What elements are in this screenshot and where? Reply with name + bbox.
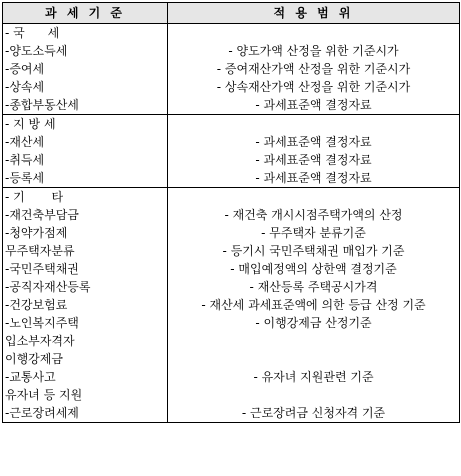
application-scope-cell: - 이행강제금 산정기준 [168, 314, 460, 332]
application-scope-cell: - 상속재산가액 산정을 위한 기준시가 [168, 78, 460, 96]
application-scope-cell [168, 24, 460, 43]
tax-standard-cell: -건강보험료 [3, 296, 168, 314]
table-row [3, 404, 460, 423]
tax-standard-cell: -재산세 [3, 133, 168, 151]
section-heading: - 지 방 세 [3, 115, 168, 134]
application-scope-cell: - 양도가액 산정을 위한 기준시가 [168, 42, 460, 60]
tax-standard-cell: -취득세 [3, 151, 168, 169]
table-section-3 [3, 188, 460, 423]
application-scope-cell [168, 350, 460, 368]
application-scope-cell [168, 386, 460, 404]
application-scope-cell: - 과세표준액 결정자료 [168, 169, 460, 188]
table-row [3, 188, 460, 207]
tax-standard-cell: -상속세 [3, 78, 168, 96]
table-row [3, 242, 460, 260]
tax-standard-cell: -교통사고 [3, 368, 168, 386]
table-row [3, 169, 460, 188]
table-row [3, 278, 460, 296]
table-row [3, 206, 460, 224]
table-header-row [3, 3, 460, 24]
table-row [3, 24, 460, 43]
tax-standard-cell: -종합부동산세 [3, 96, 168, 115]
table-row [3, 296, 460, 314]
application-scope-cell [168, 115, 460, 134]
application-scope-cell: - 과세표준액 결정자료 [168, 96, 460, 115]
tax-standard-cell: -공직자재산등록 [3, 278, 168, 296]
application-scope-cell: - 등기시 국민주택채권 매입가 기준 [168, 242, 460, 260]
table-row [3, 115, 460, 134]
tax-standard-cell: -등록세 [3, 169, 168, 188]
application-scope-cell [168, 188, 460, 207]
tax-standard-cell: -양도소득세 [3, 42, 168, 60]
table-row [3, 260, 460, 278]
table-section-2 [3, 115, 460, 188]
tax-standard-cell: 입소부자격자 [3, 332, 168, 350]
tax-standard-cell: -증여세 [3, 60, 168, 78]
tax-standard-table [2, 2, 460, 423]
tax-standard-cell: -근로장려세제 [3, 404, 168, 423]
tax-standard-cell: 유자녀 등 지원 [3, 386, 168, 404]
application-scope-cell: - 증여재산가액 산정을 위한 기준시가 [168, 60, 460, 78]
application-scope-cell: - 근로장려금 신청자격 기준 [168, 404, 460, 423]
application-scope-cell: - 매입예정액의 상한액 결정기준 [168, 260, 460, 278]
tax-standard-cell: 무주택자분류 [3, 242, 168, 260]
table-row [3, 332, 460, 350]
tax-standard-cell: -국민주택채권 [3, 260, 168, 278]
table-row [3, 151, 460, 169]
tax-standard-cell: 이행강제금 [3, 350, 168, 368]
tax-standard-cell: -재건축부담금 [3, 206, 168, 224]
application-scope-cell: - 과세표준액 결정자료 [168, 151, 460, 169]
application-scope-cell: - 재산세 과세표준액에 의한 등급 산정 기준 [168, 296, 460, 314]
table-row [3, 96, 460, 115]
table-row [3, 78, 460, 96]
header-tax-standard: 과 세 기 준 [3, 3, 168, 24]
table-row [3, 60, 460, 78]
header-application-scope: 적 용 범 위 [168, 3, 460, 24]
application-scope-cell: - 과세표준액 결정자료 [168, 133, 460, 151]
application-scope-cell: - 재건축 개시시점주택가액의 산정 [168, 206, 460, 224]
table-row [3, 386, 460, 404]
table-row [3, 350, 460, 368]
table-row [3, 42, 460, 60]
tax-standard-cell: -청약가점제 [3, 224, 168, 242]
tax-standard-cell: -노인복지주택 [3, 314, 168, 332]
application-scope-cell: - 유자녀 지원관련 기준 [168, 368, 460, 386]
table-section-1 [3, 24, 460, 115]
section-heading: - 기 타 [3, 188, 168, 207]
tax-standard-table-container [2, 2, 459, 474]
section-heading: - 국 세 [3, 24, 168, 43]
application-scope-cell: - 무주택자 분류기준 [168, 224, 460, 242]
table-row [3, 368, 460, 386]
application-scope-cell [168, 332, 460, 350]
table-row [3, 224, 460, 242]
table-row [3, 133, 460, 151]
application-scope-cell: - 재산등록 주택공시가격 [168, 278, 460, 296]
table-row [3, 314, 460, 332]
